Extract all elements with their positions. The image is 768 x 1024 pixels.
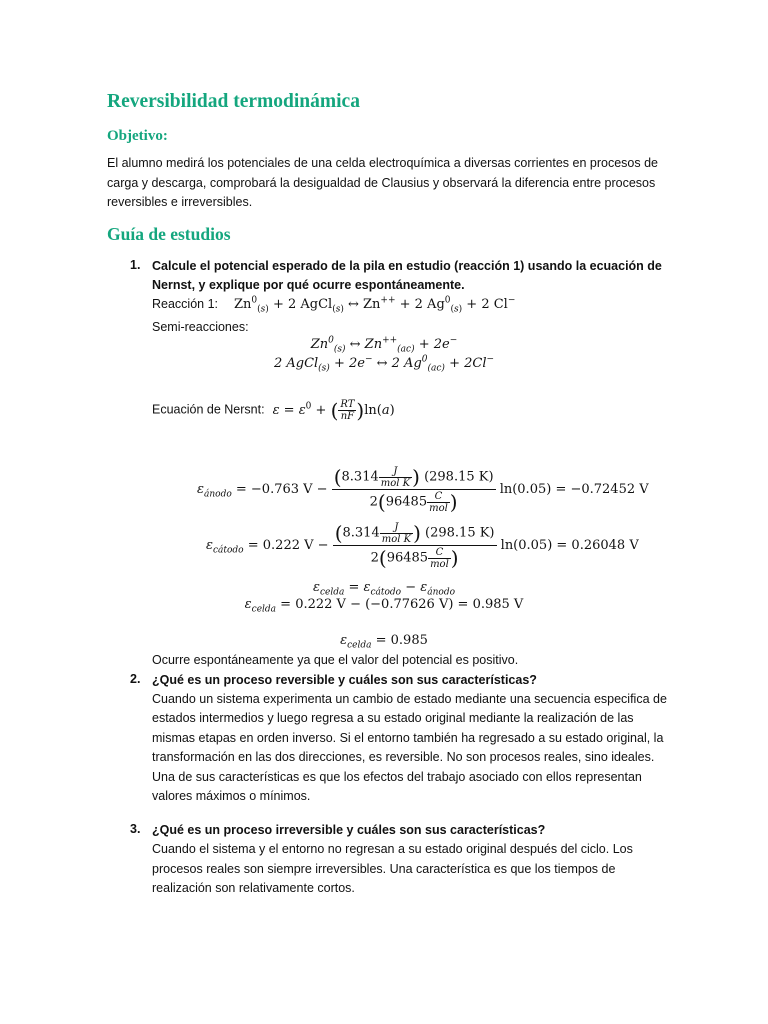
question-1-number: 1. <box>130 258 141 272</box>
semireaction-cathode: 2 AgCl$_{(s)}$ + 2e− ↔ 2 $Ag^0_{(ac)} + 2Cl^-$ <box>273 354 495 374</box>
page-title: Reversibilidad termodinámica <box>107 91 360 112</box>
semireaction-anode: $Zn^0_{(s)}$ ↔ $Zn^{++}_{(ac)} + 2e^-$ <box>310 335 458 355</box>
nernst-line <box>152 398 395 422</box>
question-2-answer: Cuando un sistema experimenta un cambio de estado mediante una secuencia especifica de estados intermedios y luego regresa a su estado original mediante la realización de las mismas etapas en orden inverso. Si el entorno también ha regresado a su estado original, la transformación en las dos direcciones, es reversible. No son procesos reales, sino ideales. Una de sus características es que los efectos del trabajo asociado con ellos representan valores máximos o mínimos. <box>152 692 667 804</box>
semireactions-label: Semi-reacciones: <box>152 320 249 334</box>
cell-potential-calc: $\varepsilon_{celda} = 0.222$ V − (−0.77626 V) = 0.985 V <box>244 597 524 615</box>
question-2-number: 2. <box>130 672 141 686</box>
objective-text: El alumno medirá los potenciales de una celda electroquímica a diversas corrientes en procesos de carga y descarga, comprobará la desigualdad de Clausius y observará la diferencia entre procesos reversibles e irreversibles. <box>107 156 658 210</box>
question-1-text: Calcule el potencial esperado de la pila en estudio (reacción 1) usando la ecuación de Nernst, y explique por qué ocurre espontáneamente. <box>152 259 662 292</box>
study-guide-heading: Guía de estudios <box>107 224 231 244</box>
reaction-label: Reacción 1: <box>152 297 219 311</box>
anode-equation: $\varepsilon_{ánodo} = -0.763$ V − (8.314 $\frac{J}{\text{mol K}}$ ) (298.15 K) 2(96485 $\frac{C}{\text{mol}}$ ) ln(0.05) = −0.72452 V <box>197 465 649 514</box>
question-3-answer: Cuando el sistema y el entorno no regresan a su estado original después del ciclo. Los procesos reales son siempre irreversibles. Una característica es que los tiempos de realización son relativamente cortos. <box>152 842 633 896</box>
question-3-number: 3. <box>130 822 141 836</box>
cathode-equation: $\varepsilon_{cátodo} = 0.222$ V − (8.314 $\frac{J}{\text{mol K}}$ ) (298.15 K) 2(96485 $\frac{C}{\text{mol}}$ ) ln(0.05) = 0.26048 V <box>206 521 639 570</box>
nernst-label: Ecuación de Nersnt: <box>152 402 265 417</box>
question-2-text: ¿Qué es un proceso reversible y cuáles son sus características? <box>152 673 537 687</box>
objective-heading: Objetivo: <box>107 128 168 144</box>
reaction-1-line <box>152 295 515 313</box>
cell-potential-definition: $\varepsilon_{celda} = \varepsilon_{cátodo} - \varepsilon_{ánodo}$ <box>312 580 456 598</box>
question-1-conclusion: Ocurre espontáneamente ya que el valor del potencial es positivo. <box>152 653 519 667</box>
question-3-text: ¿Qué es un proceso irreversible y cuáles son sus características? <box>152 823 546 837</box>
nernst-equation: $\varepsilon = \varepsilon^0$ + ( $\frac{RT}{nF}$ )ln(a) <box>272 398 395 422</box>
reaction-1-equation: $Zn^0_{(s)} + 2$ AgCl$_{(s)}$ ↔ Zn++ + 2 $Ag^0_{(s)} + 2$ Cl− <box>234 295 516 315</box>
cell-potential-final: $\varepsilon_{celda} = 0.985$ <box>340 633 428 651</box>
